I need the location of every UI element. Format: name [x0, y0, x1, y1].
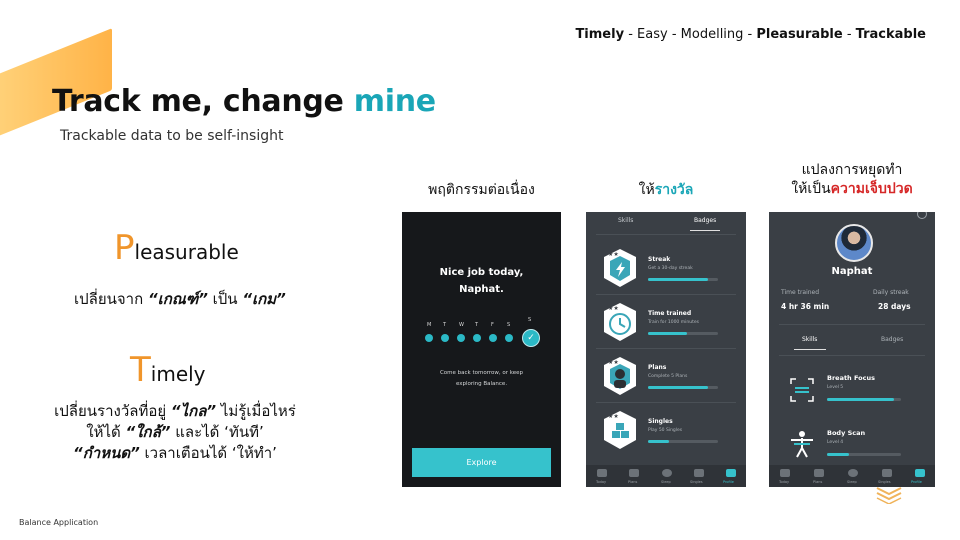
divider	[596, 234, 736, 235]
badge-progress-bar	[648, 332, 718, 335]
gear-icon[interactable]	[917, 212, 927, 219]
plans-badge-icon	[602, 356, 638, 396]
day-check-dot	[457, 334, 465, 342]
day-label: T	[443, 322, 447, 328]
divider	[779, 355, 925, 356]
skill-level: Level 4	[827, 440, 844, 445]
come-back-message: Come back tomorrow, or keep exploring Balance.	[439, 370, 524, 387]
caption-reward: ให้รางวัล	[638, 182, 694, 198]
profile-icon[interactable]	[915, 469, 925, 477]
sleep-icon[interactable]	[662, 469, 672, 477]
badge-title: Time trained	[648, 310, 692, 317]
skill-level: Level 5	[827, 385, 844, 390]
footer-label: Balance Application	[19, 518, 99, 527]
tab-badges[interactable]: Badges	[881, 336, 904, 343]
avatar	[835, 224, 873, 262]
singles-icon[interactable]	[694, 469, 704, 477]
day-label: S	[507, 322, 511, 328]
badge-subtitle: Get a 30-day streak	[648, 266, 693, 271]
explore-button[interactable]: Explore	[412, 448, 551, 477]
singles-badge-icon	[602, 410, 638, 450]
page-subtitle: Trackable data to be self-insight	[60, 128, 284, 144]
nav-label: Profile	[911, 480, 922, 484]
stat-value: 4 hr 36 min	[781, 302, 830, 311]
body-scan-icon	[789, 430, 815, 458]
divider	[779, 324, 925, 325]
timely-text: เปลี่ยนรางวัลที่อยู่ “ไกล” ไม่รู้เมื่อไหร่ ให้ได้ “ใกล้” และได้ ‘ทันที’ “กำหนด” เวลาเตือนได้ ‘ให้ทำ’	[54, 402, 296, 462]
stat-value: 28 days	[878, 302, 911, 311]
decorative-stripe	[0, 28, 112, 138]
divider	[596, 348, 736, 349]
stat-label: Daily streak	[873, 289, 909, 296]
pleasurable-heading: Pleasurable	[114, 228, 239, 268]
plans-icon[interactable]	[629, 469, 639, 477]
nav-label: Profile	[723, 480, 734, 484]
caption-pain: แปลงการหยุดทำ ให้เป็นความเจ็บปวด	[791, 162, 913, 197]
svg-text:★★: ★★	[608, 359, 619, 366]
tagline: Timely - Easy - Modelling - Pleasurable - Trackable	[575, 27, 926, 42]
divider	[596, 402, 736, 403]
phone-screenshot-profile	[769, 212, 935, 487]
badge-progress-bar	[648, 386, 718, 389]
skill-title: Body Scan	[827, 429, 866, 437]
time-trained-badge-icon	[602, 302, 638, 342]
greeting: Nice job today, Naphat.	[439, 267, 524, 295]
profile-name: Naphat	[831, 266, 873, 277]
streak-badge-icon	[602, 248, 638, 288]
svg-text:★★: ★★	[608, 413, 619, 420]
caption-continuous-behavior: พฤติกรรมต่อเนื่อง	[428, 182, 535, 198]
badge-progress-fill	[648, 440, 669, 443]
nav-label: Plans	[628, 480, 638, 484]
day-check-dot	[473, 334, 481, 342]
day-label: W	[459, 322, 464, 328]
skill-title: Breath Focus	[827, 374, 875, 382]
page-title: Track me, change mine	[52, 84, 436, 119]
tab-underline	[690, 230, 720, 231]
skill-progress-fill	[827, 453, 849, 456]
tab-badges[interactable]: Badges	[694, 217, 717, 224]
nav-label: Singles	[878, 480, 891, 484]
day-label: S	[528, 317, 532, 323]
badge-title: Singles	[648, 418, 673, 425]
nav-label: Today	[596, 480, 607, 484]
divider	[596, 294, 736, 295]
day-label: F	[491, 322, 494, 328]
plans-icon[interactable]	[814, 469, 824, 477]
bottom-nav	[586, 465, 746, 487]
nav-label: Plans	[813, 480, 823, 484]
tab-skills[interactable]: Skills	[618, 217, 634, 224]
skill-progress-bar	[827, 453, 901, 456]
day-check-dot	[505, 334, 513, 342]
nav-label: Singles	[690, 480, 703, 484]
timely-heading: Timely	[130, 350, 206, 390]
singles-icon[interactable]	[882, 469, 892, 477]
day-check-dot	[425, 334, 433, 342]
tab-skills[interactable]: Skills	[802, 336, 818, 343]
breath-focus-icon	[789, 377, 815, 403]
badge-progress-fill	[648, 386, 708, 389]
day-label: M	[427, 322, 432, 328]
badge-progress-fill	[648, 278, 708, 281]
svg-text:★★: ★★	[608, 251, 619, 258]
today-icon[interactable]	[780, 469, 790, 477]
skill-progress-bar	[827, 398, 901, 401]
badge-title: Streak	[648, 256, 671, 263]
check-icon: ✓	[522, 329, 540, 347]
profile-icon[interactable]	[726, 469, 736, 477]
phone-screenshot-badges	[586, 212, 746, 487]
nav-label: Today	[779, 480, 790, 484]
badge-subtitle: Train for 1000 minutes	[648, 320, 699, 325]
sleep-icon[interactable]	[848, 469, 858, 477]
badge-title: Plans	[648, 364, 667, 371]
phone-screenshot-streak	[402, 212, 561, 487]
badge-progress-bar	[648, 440, 718, 443]
badges-tabs	[586, 212, 746, 234]
day-check-dot	[441, 334, 449, 342]
nav-label: Sleep	[661, 480, 671, 484]
day-label: T	[475, 322, 479, 328]
badge-progress-bar	[648, 278, 718, 281]
bottom-nav	[769, 465, 935, 487]
pleasurable-text: เปลี่ยนจาก “เกณฑ์” เป็น “เกม”	[74, 290, 286, 308]
skill-progress-fill	[827, 398, 894, 401]
nav-label: Sleep	[847, 480, 857, 484]
day-check-dot	[489, 334, 497, 342]
badge-subtitle: Play 50 Singles	[648, 428, 683, 433]
layers-logo-icon	[874, 482, 904, 504]
today-icon[interactable]	[597, 469, 607, 477]
badge-subtitle: Complete 5 Plans	[648, 374, 688, 379]
stat-label: Time trained	[781, 289, 820, 296]
svg-text:★★: ★★	[608, 305, 619, 312]
badge-progress-fill	[648, 332, 687, 335]
tab-underline	[794, 349, 826, 350]
